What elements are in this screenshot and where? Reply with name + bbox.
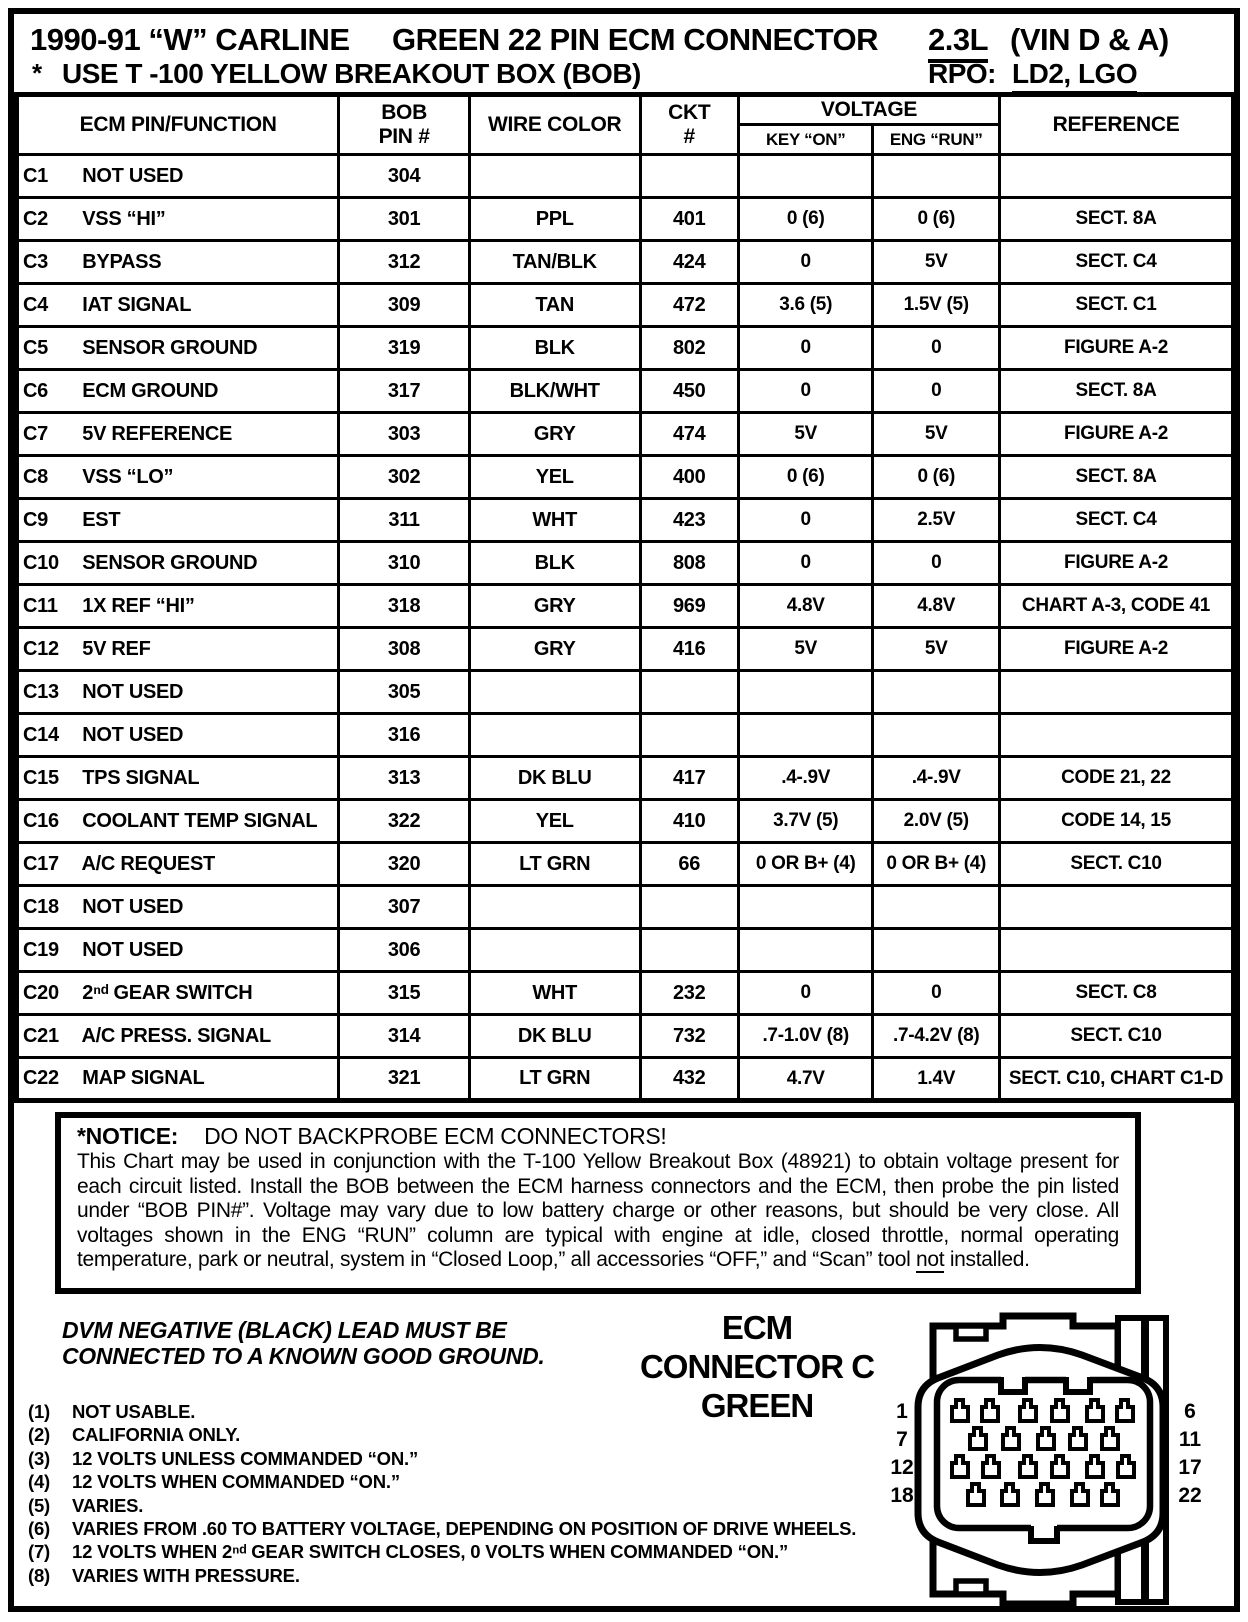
pin-function-cell	[17, 327, 339, 370]
pin-function-cell	[17, 714, 339, 757]
pin-function-label: 5V REF	[82, 637, 151, 660]
ckt-number-cell: 410	[640, 800, 738, 843]
connector-drawing	[878, 1310, 1208, 1610]
voltage-key-on-cell: 4.7V	[738, 1058, 873, 1101]
voltage-key-on-cell: .7-1.0V (8)	[738, 1015, 873, 1058]
bob-pin-cell: 310	[339, 542, 470, 585]
pin-id: C19	[23, 938, 59, 961]
pin-function-cell	[17, 972, 339, 1015]
header-reference: REFERENCE	[1000, 95, 1234, 155]
voltage-key-on-cell	[738, 886, 873, 929]
pin-function-cell	[17, 628, 339, 671]
pin-function-cell	[17, 671, 339, 714]
bob-pin-cell: 315	[339, 972, 470, 1015]
voltage-eng-run-cell: .4-.9V	[873, 757, 1000, 800]
table-row	[17, 1058, 1234, 1101]
page-title-row	[0, 22, 1248, 58]
wire-color-cell: WHT	[469, 972, 640, 1015]
pin-function-label: 2ⁿᵈ GEAR SWITCH	[82, 981, 253, 1004]
table-row	[17, 327, 1234, 370]
pin-row-label-right-22: 22	[1178, 1484, 1202, 1507]
wire-color-cell: DK BLU	[469, 1015, 640, 1058]
connector-caption-line3: GREEN	[700, 1387, 814, 1424]
pin-function-cell	[17, 198, 339, 241]
notice-body	[77, 1150, 1119, 1273]
pin-id: C2	[23, 207, 48, 230]
reference-cell: SECT. C1	[1000, 284, 1234, 327]
bob-pin-cell: 309	[339, 284, 470, 327]
ckt-number-cell: 424	[640, 241, 738, 284]
header-bob-line2: PIN #	[378, 125, 430, 148]
bob-pin-cell: 318	[339, 585, 470, 628]
pin-function-label: NOT USED	[82, 895, 184, 918]
bob-pin-cell: 307	[339, 886, 470, 929]
footnote-text: VARIES.	[72, 1494, 144, 1516]
footnote-item	[28, 1494, 856, 1517]
footnote-item	[28, 1470, 856, 1493]
reference-cell: SECT. 8A	[1000, 198, 1234, 241]
pin-function-cell	[17, 499, 339, 542]
table-body	[17, 155, 1234, 1101]
pin-function-label: SENSOR GROUND	[82, 551, 258, 574]
reference-cell: FIGURE A-2	[1000, 413, 1234, 456]
pin-id: C16	[23, 809, 59, 832]
pin-id: C6	[23, 379, 48, 402]
pin-id: C17	[23, 852, 59, 875]
voltage-eng-run-cell: 5V	[873, 241, 1000, 284]
notice-box	[55, 1112, 1141, 1294]
reference-cell	[1000, 886, 1234, 929]
ckt-number-cell: 969	[640, 585, 738, 628]
bob-pin-cell: 322	[339, 800, 470, 843]
pin-id: C15	[23, 766, 59, 789]
footnote-item	[28, 1517, 856, 1540]
wire-color-cell: LT GRN	[469, 843, 640, 886]
voltage-eng-run-cell: 0 (6)	[873, 456, 1000, 499]
footnote-number: (4)	[28, 1471, 51, 1493]
footnote-item	[28, 1540, 856, 1563]
header-key-on: KEY “ON”	[738, 125, 873, 155]
notice-body-text: This Chart may be used in conjunction with the T-100 Yellow Breakout Box (48921) to obtain voltage present for each circuit listed. Install the BOB between the ECM harness connectors and the ECM, then probe the pin listed under “BOB PIN#”. Voltage may vary due to low battery charge or other reasons, but should be very close. All voltages shown in the ENG “RUN” column are typical with engine at idle, closed throttle, normal operating temperature, park or neutral, system in “Closed Loop,” all accessories “OFF,” and “Scan” tool	[77, 1150, 1119, 1272]
housing-bottom-notch	[956, 1581, 986, 1594]
subtitle-breakout-box: USE T -100 YELLOW BREAKOUT BOX (BOB)	[62, 58, 641, 89]
pin-function-label: 5V REFERENCE	[82, 422, 233, 445]
voltage-eng-run-cell: 5V	[873, 628, 1000, 671]
footnote-text: NOT USABLE.	[72, 1401, 196, 1422]
ckt-number-cell: 417	[640, 757, 738, 800]
wire-color-cell: TAN	[469, 284, 640, 327]
pin-id: C3	[23, 250, 48, 273]
voltage-eng-run-cell	[873, 155, 1000, 198]
voltage-eng-run-cell: .7-4.2V (8)	[873, 1015, 1000, 1058]
rpo-value: LD2, LGO	[1012, 58, 1137, 95]
pin-function-label: MAP SIGNAL	[82, 1067, 205, 1089]
wire-color-cell: WHT	[469, 499, 640, 542]
keyway-erase-2	[1066, 1375, 1090, 1384]
wire-color-cell	[469, 671, 640, 714]
pin-function-label: 1X REF “HI”	[82, 594, 195, 617]
table-row	[17, 929, 1234, 972]
pin-function-label: NOT USED	[82, 164, 184, 187]
reference-cell: SECT. C10	[1000, 843, 1234, 886]
header-eng-run: ENG “RUN”	[873, 125, 1000, 155]
ckt-number-cell: 232	[640, 972, 738, 1015]
ckt-number-cell: 472	[640, 284, 738, 327]
bob-pin-cell: 312	[339, 241, 470, 284]
voltage-eng-run-cell: 4.8V	[873, 585, 1000, 628]
pin-id: C10	[23, 551, 59, 574]
voltage-key-on-cell: 3.6 (5)	[738, 284, 873, 327]
wire-color-cell: GRY	[469, 628, 640, 671]
pin-function-cell	[17, 1015, 339, 1058]
table-row	[17, 1015, 1234, 1058]
ckt-number-cell: 474	[640, 413, 738, 456]
table-row	[17, 499, 1234, 542]
table-row	[17, 757, 1234, 800]
reference-cell: SECT. 8A	[1000, 370, 1234, 413]
pin-function-cell	[17, 886, 339, 929]
bob-pin-cell: 305	[339, 671, 470, 714]
title-carline: 1990-91 “W” CARLINE	[30, 22, 350, 57]
pin-function-label: VSS “LO”	[82, 465, 174, 488]
wire-color-cell: DK BLU	[469, 757, 640, 800]
header-pin-function: ECM PIN/FUNCTION	[17, 95, 339, 155]
pin-id: C20	[23, 981, 59, 1004]
pin-function-label: BYPASS	[82, 250, 162, 273]
wire-color-cell: YEL	[469, 800, 640, 843]
table-row	[17, 671, 1234, 714]
ckt-number-cell: 808	[640, 542, 738, 585]
reference-cell: CHART A-3, CODE 41	[1000, 585, 1234, 628]
ckt-number-cell: 400	[640, 456, 738, 499]
ckt-number-cell	[640, 886, 738, 929]
voltage-eng-run-cell: 0 (6)	[873, 198, 1000, 241]
connector-face-diagram	[878, 1310, 1208, 1610]
voltage-key-on-cell: 0	[738, 370, 873, 413]
pin-function-cell	[17, 542, 339, 585]
footnote-number: (7)	[28, 1541, 51, 1563]
bob-pin-cell: 314	[339, 1015, 470, 1058]
bob-pin-cell: 313	[339, 757, 470, 800]
ckt-number-cell: 423	[640, 499, 738, 542]
reference-cell: CODE 14, 15	[1000, 800, 1234, 843]
notice-body-tail: installed.	[944, 1248, 1030, 1272]
pin-id: C11	[23, 594, 58, 617]
voltage-eng-run-cell: 1.5V (5)	[873, 284, 1000, 327]
footnote-text: 12 VOLTS WHEN COMMANDED “ON.”	[72, 1471, 400, 1493]
table-row	[17, 800, 1234, 843]
title-vin-codes: (VIN D & A)	[1010, 22, 1169, 57]
footnote-number: (5)	[28, 1494, 51, 1516]
asterisk: *	[32, 58, 42, 88]
footnote-list	[28, 1400, 856, 1587]
notice-label: *NOTICE:	[77, 1123, 179, 1149]
connector-caption-line1: ECM	[721, 1309, 793, 1346]
bottom-tab-erase	[1031, 1523, 1057, 1532]
dvm-ground-note	[62, 1317, 544, 1369]
bob-pin-cell: 320	[339, 843, 470, 886]
voltage-key-on-cell: 3.7V (5)	[738, 800, 873, 843]
voltage-eng-run-cell: 5V	[873, 413, 1000, 456]
header-bob-pin	[339, 95, 470, 155]
ckt-number-cell	[640, 671, 738, 714]
voltage-eng-run-cell	[873, 886, 1000, 929]
pin-function-label: A/C REQUEST	[81, 852, 215, 875]
wire-color-cell	[469, 155, 640, 198]
voltage-key-on-cell: 4.8V	[738, 585, 873, 628]
header-bob-line1: BOB	[381, 101, 427, 124]
voltage-key-on-cell	[738, 929, 873, 972]
bob-pin-cell: 317	[339, 370, 470, 413]
ckt-number-cell: 416	[640, 628, 738, 671]
pin-function-cell	[17, 155, 339, 198]
footnote-number: (3)	[28, 1447, 51, 1469]
ckt-number-cell: 802	[640, 327, 738, 370]
page-subtitle-row	[0, 58, 1248, 92]
pin-function-cell	[17, 370, 339, 413]
table-row	[17, 585, 1234, 628]
wire-color-cell: BLK	[469, 542, 640, 585]
wire-color-cell: TAN/BLK	[469, 241, 640, 284]
bob-pin-cell: 301	[339, 198, 470, 241]
reference-cell: SECT. C4	[1000, 241, 1234, 284]
keyway-erase-1	[1001, 1375, 1025, 1384]
notice-title-row	[77, 1123, 1119, 1150]
reference-cell	[1000, 671, 1234, 714]
voltage-key-on-cell: 0 OR B+ (4)	[738, 843, 873, 886]
footnote-text: 12 VOLTS UNLESS COMMANDED “ON.”	[72, 1447, 419, 1469]
rpo-label: RPO:	[928, 58, 996, 89]
voltage-eng-run-cell: 0	[873, 327, 1000, 370]
pin-id: C9	[23, 508, 48, 531]
title-engine-liter: 2.3L	[928, 22, 988, 63]
pin-function-cell	[17, 241, 339, 284]
pin-id: C22	[23, 1067, 59, 1089]
reference-cell: SECT. C8	[1000, 972, 1234, 1015]
pin-row-label-right-17: 17	[1178, 1456, 1202, 1479]
pin-function-label: NOT USED	[82, 680, 184, 703]
pin-function-cell	[17, 585, 339, 628]
reference-cell: SECT. C10	[1000, 1015, 1234, 1058]
pin-id: C18	[23, 895, 59, 918]
reference-cell	[1000, 714, 1234, 757]
pin-function-cell	[17, 800, 339, 843]
voltage-eng-run-cell: 0 OR B+ (4)	[873, 843, 1000, 886]
table-header	[17, 95, 1234, 155]
pin-function-label: VSS “HI”	[82, 207, 166, 230]
table-row	[17, 284, 1234, 327]
reference-cell: FIGURE A-2	[1000, 542, 1234, 585]
pin-function-label: EST	[82, 508, 121, 531]
footnote-text: VARIES WITH PRESSURE.	[72, 1564, 300, 1586]
ckt-number-cell	[640, 929, 738, 972]
reference-cell: CODE 21, 22	[1000, 757, 1234, 800]
pin-function-cell	[17, 413, 339, 456]
pin-function-label: SENSOR GROUND	[82, 336, 258, 359]
table-row	[17, 370, 1234, 413]
wire-color-cell: GRY	[469, 413, 640, 456]
table-row	[17, 886, 1234, 929]
bob-pin-cell: 319	[339, 327, 470, 370]
header-voltage: VOLTAGE	[738, 95, 999, 125]
table-row	[17, 714, 1234, 757]
footnote-number: (2)	[28, 1424, 51, 1446]
reference-cell: FIGURE A-2	[1000, 628, 1234, 671]
wire-color-cell	[469, 929, 640, 972]
wire-color-cell	[469, 714, 640, 757]
voltage-eng-run-cell: 1.4V	[873, 1058, 1000, 1101]
pin-row-label-left-1: 1	[896, 1400, 908, 1423]
footnote-item	[28, 1400, 856, 1423]
bob-pin-cell: 303	[339, 413, 470, 456]
ckt-number-cell: 401	[640, 198, 738, 241]
footnote-text: CALIFORNIA ONLY.	[72, 1424, 241, 1446]
title-connector: GREEN 22 PIN ECM CONNECTOR	[392, 22, 878, 57]
voltage-eng-run-cell	[873, 714, 1000, 757]
voltage-key-on-cell	[738, 714, 873, 757]
pin-function-label: COOLANT TEMP SIGNAL	[82, 809, 318, 832]
reference-cell: FIGURE A-2	[1000, 327, 1234, 370]
footnote-item	[28, 1564, 856, 1587]
table-row	[17, 972, 1234, 1015]
wire-color-cell: LT GRN	[469, 1058, 640, 1101]
wire-color-cell: GRY	[469, 585, 640, 628]
pin-row-label-left-12: 12	[890, 1456, 914, 1479]
voltage-eng-run-cell	[873, 671, 1000, 714]
table-row	[17, 155, 1234, 198]
footnote-number: (6)	[28, 1518, 51, 1540]
pin-function-label: NOT USED	[82, 938, 184, 961]
voltage-eng-run-cell: 0	[873, 972, 1000, 1015]
pin-function-cell	[17, 929, 339, 972]
table-row	[17, 241, 1234, 284]
notice-headline: DO NOT BACKPROBE ECM CONNECTORS!	[204, 1123, 667, 1149]
pin-id: C21	[23, 1024, 59, 1047]
pin-id: C13	[23, 680, 59, 703]
reference-cell: SECT. C4	[1000, 499, 1234, 542]
voltage-key-on-cell: .4-.9V	[738, 757, 873, 800]
pin-id: C14	[23, 723, 59, 746]
dvm-note-line1: DVM NEGATIVE (BLACK) LEAD MUST BE	[62, 1317, 507, 1343]
pin-row-label-right-11: 11	[1178, 1428, 1202, 1451]
header-ckt-line1: CKT	[668, 101, 711, 124]
dvm-note-line2: CONNECTED TO A KNOWN GOOD GROUND.	[62, 1343, 545, 1369]
pin-function-cell	[17, 1058, 339, 1101]
voltage-eng-run-cell: 0	[873, 370, 1000, 413]
pin-function-label: TPS SIGNAL	[82, 766, 200, 789]
notice-underlined-word: not	[915, 1248, 945, 1272]
voltage-key-on-cell: 5V	[738, 628, 873, 671]
voltage-key-on-cell	[738, 155, 873, 198]
pin-function-label: A/C PRESS. SIGNAL	[81, 1024, 271, 1047]
pin-id: C1	[23, 164, 48, 187]
pin-id: C8	[23, 465, 48, 488]
ckt-number-cell: 66	[640, 843, 738, 886]
pin-function-label: ECM GROUND	[82, 379, 219, 402]
ckt-number-cell: 450	[640, 370, 738, 413]
housing-top-notch	[956, 1326, 986, 1339]
reference-cell: SECT. 8A	[1000, 456, 1234, 499]
voltage-eng-run-cell: 0	[873, 542, 1000, 585]
pin-function-label: NOT USED	[82, 723, 184, 746]
pin-row-label-left-7: 7	[896, 1428, 908, 1451]
voltage-key-on-cell: 0	[738, 972, 873, 1015]
bob-pin-cell: 321	[339, 1058, 470, 1101]
header-ckt	[640, 95, 738, 155]
voltage-key-on-cell: 0 (6)	[738, 198, 873, 241]
pin-function-cell	[17, 456, 339, 499]
reference-cell	[1000, 155, 1234, 198]
wire-color-cell: BLK/WHT	[469, 370, 640, 413]
footnote-item	[28, 1447, 856, 1470]
ckt-number-cell	[640, 714, 738, 757]
pin-function-cell	[17, 757, 339, 800]
pin-function-cell	[17, 284, 339, 327]
wire-color-cell: YEL	[469, 456, 640, 499]
wire-color-cell: BLK	[469, 327, 640, 370]
ecm-pinout-table	[14, 92, 1236, 1103]
pin-row-label-left-18: 18	[890, 1484, 914, 1507]
table-row	[17, 542, 1234, 585]
voltage-eng-run-cell: 2.5V	[873, 499, 1000, 542]
pin-row-label-right-6: 6	[1184, 1400, 1196, 1423]
connector-caption-line2: CONNECTOR C	[639, 1348, 875, 1385]
bob-pin-cell: 308	[339, 628, 470, 671]
wire-color-cell: PPL	[469, 198, 640, 241]
table-row	[17, 456, 1234, 499]
bob-pin-cell: 311	[339, 499, 470, 542]
footnote-text: 12 VOLTS WHEN 2ⁿᵈ GEAR SWITCH CLOSES, 0 VOLTS WHEN COMMANDED “ON.”	[72, 1541, 789, 1563]
table-row	[17, 628, 1234, 671]
table-row	[17, 413, 1234, 456]
bob-pin-cell: 316	[339, 714, 470, 757]
voltage-eng-run-cell	[873, 929, 1000, 972]
ckt-number-cell: 432	[640, 1058, 738, 1101]
reference-cell	[1000, 929, 1234, 972]
bob-pin-cell: 302	[339, 456, 470, 499]
pin-id: C5	[23, 336, 48, 359]
voltage-key-on-cell	[738, 671, 873, 714]
reference-cell: SECT. C10, CHART C1-D	[1000, 1058, 1234, 1101]
wire-color-cell	[469, 886, 640, 929]
table-row	[17, 843, 1234, 886]
ckt-number-cell: 732	[640, 1015, 738, 1058]
footnote-number: (8)	[28, 1564, 51, 1586]
pin-id: C7	[23, 422, 48, 445]
footnote-text: VARIES FROM .60 TO BATTERY VOLTAGE, DEPENDING ON POSITION OF DRIVE WHEELS.	[72, 1518, 857, 1540]
pin-function-cell	[17, 843, 339, 886]
voltage-key-on-cell: 0	[738, 241, 873, 284]
footnote-item	[28, 1423, 856, 1446]
voltage-key-on-cell: 0	[738, 327, 873, 370]
pin-function-label: IAT SIGNAL	[82, 293, 192, 316]
header-wire-color: WIRE COLOR	[469, 95, 640, 155]
pin-id: C4	[23, 293, 48, 316]
voltage-key-on-cell: 0	[738, 542, 873, 585]
voltage-key-on-cell: 5V	[738, 413, 873, 456]
ckt-number-cell	[640, 155, 738, 198]
voltage-key-on-cell: 0 (6)	[738, 456, 873, 499]
voltage-eng-run-cell: 2.0V (5)	[873, 800, 1000, 843]
bob-pin-cell: 306	[339, 929, 470, 972]
header-ckt-line2: #	[683, 125, 695, 148]
bob-pin-cell: 304	[339, 155, 470, 198]
voltage-key-on-cell: 0	[738, 499, 873, 542]
pin-id: C12	[23, 637, 59, 660]
table-row	[17, 198, 1234, 241]
footnote-number: (1)	[28, 1401, 51, 1422]
